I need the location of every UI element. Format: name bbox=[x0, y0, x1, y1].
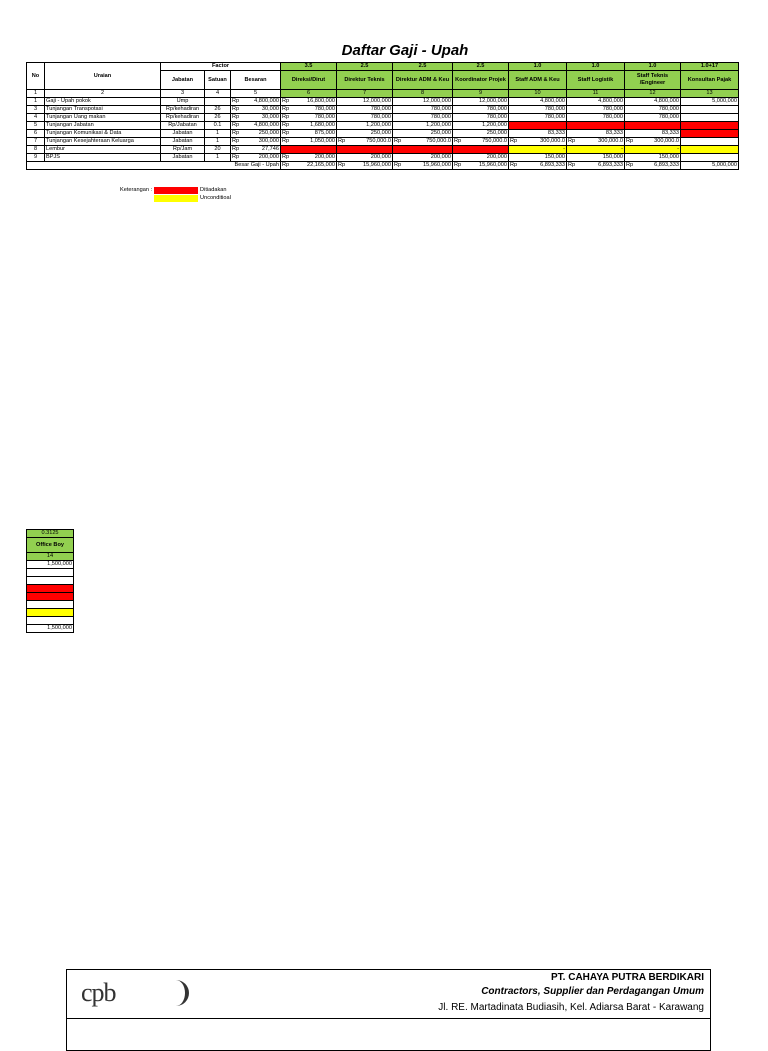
factor-cell: 1.0 bbox=[625, 63, 681, 71]
amount-cell bbox=[681, 162, 739, 170]
amount-cell bbox=[509, 130, 567, 138]
amount-value: 300,000.0 bbox=[654, 138, 679, 144]
amount-cell bbox=[281, 122, 337, 130]
col-number: 10 bbox=[509, 90, 567, 98]
side-cell bbox=[27, 569, 74, 577]
currency-label: Rp bbox=[282, 162, 290, 168]
position-name: Staff Logistik bbox=[567, 71, 625, 90]
amount-value: 12,000,000 bbox=[363, 98, 391, 104]
amount-cell bbox=[281, 130, 337, 138]
position-name: Konsultan Pajak bbox=[681, 71, 739, 90]
amount-value: 5,000,000 bbox=[712, 162, 737, 168]
amount-value: - bbox=[563, 146, 565, 152]
amount-cell bbox=[393, 130, 453, 138]
legend-text: Unconditioal bbox=[200, 195, 231, 201]
currency-label: Rp bbox=[394, 162, 402, 168]
amount-value: 83,333 bbox=[605, 130, 623, 136]
currency-label: Rp bbox=[568, 162, 576, 168]
table-row bbox=[27, 130, 739, 138]
amount-value: 750,000.0 bbox=[426, 138, 451, 144]
row-uraian: Tunjangan Jabatan bbox=[45, 122, 161, 130]
company-name: PT. CAHAYA PUTRA BERDIKARI bbox=[551, 972, 704, 983]
row-jabatan: Ump bbox=[161, 98, 205, 106]
currency-label: Rp bbox=[394, 138, 402, 144]
currency-label: Rp bbox=[232, 98, 240, 104]
amount-cell bbox=[231, 130, 281, 138]
row-satuan: 26 bbox=[205, 114, 231, 122]
col-number: 8 bbox=[393, 90, 453, 98]
page-title: Daftar Gaji - Upah bbox=[341, 42, 469, 59]
amount-cell bbox=[567, 162, 625, 170]
col-number: 6 bbox=[281, 90, 337, 98]
amount-cell bbox=[681, 138, 739, 146]
row-no: 1 bbox=[27, 98, 45, 106]
amount-cell bbox=[231, 146, 281, 154]
amount-value: 6,893,333 bbox=[598, 162, 623, 168]
amount-cell bbox=[453, 114, 509, 122]
amount-cell bbox=[281, 114, 337, 122]
amount-cell bbox=[567, 122, 625, 130]
position-name: Direktur ADM & Keu bbox=[393, 71, 453, 90]
amount-value: 875,000 bbox=[314, 130, 335, 136]
header-besaran: Besaran bbox=[231, 71, 281, 90]
table-row bbox=[27, 154, 739, 162]
currency-label: Rp bbox=[282, 154, 290, 160]
amount-value: 5,000,000 bbox=[712, 98, 737, 104]
total-row bbox=[27, 162, 739, 170]
side-total: 1,500,000 bbox=[27, 625, 74, 633]
row-jabatan: Rp/kehadiran bbox=[161, 114, 205, 122]
col-number: 3 bbox=[161, 90, 205, 98]
col-number: 12 bbox=[625, 90, 681, 98]
amount-value: 150,000 bbox=[544, 154, 565, 160]
row-jabatan: Rp/Jabatan bbox=[161, 122, 205, 130]
row-jabatan: Rp/kehadiran bbox=[161, 106, 205, 114]
amount-value: 12,000,000 bbox=[423, 98, 451, 104]
position-name: Direksi/Dirut bbox=[281, 71, 337, 90]
row-no: 6 bbox=[27, 130, 45, 138]
amount-cell bbox=[625, 162, 681, 170]
amount-cell bbox=[337, 162, 393, 170]
amount-cell bbox=[337, 130, 393, 138]
amount-cell bbox=[231, 138, 281, 146]
amount-value: 15,960,000 bbox=[479, 162, 507, 168]
amount-cell bbox=[453, 130, 509, 138]
amount-value: 4,800,000 bbox=[254, 122, 279, 128]
amount-value: 200,000 bbox=[430, 154, 451, 160]
col-number: 1 bbox=[27, 90, 45, 98]
table-row bbox=[27, 122, 739, 130]
amount-value: 4,800,000 bbox=[254, 98, 279, 104]
side-cell bbox=[27, 593, 74, 601]
side-cell: 1,500,000 bbox=[27, 561, 74, 569]
factor-cell: 1.0+17 bbox=[681, 63, 739, 71]
amount-value: - bbox=[621, 146, 623, 152]
amount-cell bbox=[681, 154, 739, 162]
amount-cell bbox=[337, 138, 393, 146]
amount-value: 15,960,000 bbox=[423, 162, 451, 168]
amount-cell bbox=[625, 114, 681, 122]
row-uraian: Tunjangan Kesejahteraan Keluarga bbox=[45, 138, 161, 146]
row-jabatan: Jabatan bbox=[161, 138, 205, 146]
currency-label: Rp bbox=[282, 98, 290, 104]
currency-label: Rp bbox=[454, 162, 462, 168]
amount-cell bbox=[393, 138, 453, 146]
amount-cell bbox=[393, 122, 453, 130]
amount-cell bbox=[281, 138, 337, 146]
amount-value: 200,000 bbox=[486, 154, 507, 160]
amount-cell bbox=[393, 106, 453, 114]
legend-label: Keterangan : bbox=[120, 187, 153, 193]
currency-label: Rp bbox=[232, 122, 240, 128]
amount-cell bbox=[681, 122, 739, 130]
amount-cell bbox=[393, 146, 453, 154]
amount-value: 250,000 bbox=[370, 130, 391, 136]
amount-cell bbox=[337, 122, 393, 130]
col-number: 4 bbox=[205, 90, 231, 98]
amount-cell bbox=[281, 146, 337, 154]
amount-value: 780,000 bbox=[486, 114, 507, 120]
amount-value: 1,200,000 bbox=[426, 122, 451, 128]
row-uraian: BPJS bbox=[45, 154, 161, 162]
amount-cell bbox=[567, 146, 625, 154]
row-uraian: Gaji - Upah pokok bbox=[45, 98, 161, 106]
amount-cell bbox=[625, 130, 681, 138]
amount-cell bbox=[625, 146, 681, 154]
position-name: Direktur Teknis bbox=[337, 71, 393, 90]
row-jabatan: Rp/Jam bbox=[161, 146, 205, 154]
amount-value: 780,000 bbox=[370, 106, 391, 112]
amount-value: 12,000,000 bbox=[479, 98, 507, 104]
side-cell bbox=[27, 577, 74, 585]
table-row bbox=[27, 138, 739, 146]
side-cell bbox=[27, 609, 74, 617]
letterhead-footer bbox=[66, 969, 711, 1051]
amount-cell bbox=[281, 154, 337, 162]
row-no: 3 bbox=[27, 106, 45, 114]
currency-label: Rp bbox=[338, 162, 346, 168]
header-satuan: Satuan bbox=[205, 71, 231, 90]
amount-cell bbox=[567, 106, 625, 114]
col-number: 2 bbox=[45, 90, 161, 98]
header-uraian: Uraian bbox=[45, 63, 161, 90]
amount-value: 15,960,000 bbox=[363, 162, 391, 168]
amount-cell bbox=[453, 162, 509, 170]
amount-value: 4,800,000 bbox=[598, 98, 623, 104]
header-no: No bbox=[27, 63, 45, 90]
row-no: 4 bbox=[27, 114, 45, 122]
amount-value: 750,000.0 bbox=[366, 138, 391, 144]
currency-label: Rp bbox=[454, 138, 462, 144]
col-number: 13 bbox=[681, 90, 739, 98]
amount-cell bbox=[337, 146, 393, 154]
amount-value: 1,680,000 bbox=[310, 122, 335, 128]
row-no: 8 bbox=[27, 146, 45, 154]
currency-label: Rp bbox=[626, 162, 634, 168]
amount-cell bbox=[337, 154, 393, 162]
amount-value: 200,000 bbox=[370, 154, 391, 160]
amount-cell bbox=[567, 130, 625, 138]
amount-value: 780,000 bbox=[658, 114, 679, 120]
amount-cell bbox=[281, 106, 337, 114]
row-satuan: 1 bbox=[205, 138, 231, 146]
amount-value: 300,000.0 bbox=[598, 138, 623, 144]
amount-cell bbox=[231, 106, 281, 114]
row-uraian: Lembur bbox=[45, 146, 161, 154]
amount-value: 27,746 bbox=[261, 146, 279, 152]
header-jabatan: Jabatan bbox=[161, 71, 205, 90]
amount-cell bbox=[567, 114, 625, 122]
col-number: 9 bbox=[453, 90, 509, 98]
amount-cell bbox=[453, 98, 509, 106]
logo-arc-icon bbox=[163, 980, 189, 1006]
amount-cell bbox=[509, 98, 567, 106]
currency-label: Rp bbox=[232, 146, 240, 152]
company-address: Jl. RE. Martadinata Budiasih, Kel. Adiarsa Barat - Karawang bbox=[438, 1002, 704, 1013]
amount-value: 250,000 bbox=[486, 130, 507, 136]
amount-cell bbox=[231, 114, 281, 122]
col-number: 7 bbox=[337, 90, 393, 98]
amount-cell bbox=[453, 122, 509, 130]
row-no: 5 bbox=[27, 122, 45, 130]
amount-cell bbox=[681, 114, 739, 122]
position-name: Staff Teknis /Engineer bbox=[625, 71, 681, 90]
amount-cell bbox=[567, 98, 625, 106]
amount-cell bbox=[625, 154, 681, 162]
amount-cell bbox=[625, 98, 681, 106]
amount-cell bbox=[453, 154, 509, 162]
amount-cell bbox=[231, 122, 281, 130]
amount-value: 780,000 bbox=[314, 106, 335, 112]
currency-label: Rp bbox=[510, 138, 518, 144]
row-satuan: 1 bbox=[205, 130, 231, 138]
currency-label: Rp bbox=[338, 138, 346, 144]
side-name: Office Boy bbox=[27, 538, 74, 553]
office-boy-table bbox=[26, 529, 74, 633]
amount-value: 780,000 bbox=[430, 106, 451, 112]
legend bbox=[120, 186, 231, 202]
amount-cell bbox=[509, 146, 567, 154]
side-num: 14 bbox=[27, 553, 74, 561]
factor-cell: 1.0 bbox=[567, 63, 625, 71]
amount-value: 16,800,000 bbox=[307, 98, 335, 104]
amount-value: 1,200,000 bbox=[366, 122, 391, 128]
currency-label: Rp bbox=[232, 130, 240, 136]
amount-value: 1,050,000 bbox=[310, 138, 335, 144]
amount-value: - bbox=[677, 146, 679, 152]
factor-cell: 2.5 bbox=[393, 63, 453, 71]
col-number: 11 bbox=[567, 90, 625, 98]
amount-value: 1,200,000 bbox=[482, 122, 507, 128]
row-no: 9 bbox=[27, 154, 45, 162]
currency-label: Rp bbox=[282, 130, 290, 136]
position-name: Staff ADM & Keu bbox=[509, 71, 567, 90]
amount-value: 150,000 bbox=[602, 154, 623, 160]
currency-label: Rp bbox=[232, 154, 240, 160]
amount-cell bbox=[625, 106, 681, 114]
amount-cell bbox=[625, 138, 681, 146]
amount-cell bbox=[509, 114, 567, 122]
currency-label: Rp bbox=[282, 106, 290, 112]
amount-value: 200,000 bbox=[314, 154, 335, 160]
amount-cell bbox=[337, 106, 393, 114]
row-satuan bbox=[205, 98, 231, 106]
company-logo: cpb bbox=[81, 978, 116, 1007]
amount-cell bbox=[393, 114, 453, 122]
amount-cell bbox=[281, 162, 337, 170]
amount-cell bbox=[231, 154, 281, 162]
amount-cell bbox=[625, 122, 681, 130]
amount-cell bbox=[337, 114, 393, 122]
amount-value: 300,000 bbox=[258, 138, 279, 144]
footer-divider bbox=[67, 1018, 710, 1019]
amount-value: 780,000 bbox=[658, 106, 679, 112]
amount-value: 780,000 bbox=[486, 106, 507, 112]
row-satuan: 1 bbox=[205, 154, 231, 162]
row-satuan: 0.1 bbox=[205, 122, 231, 130]
amount-value: 200,000 bbox=[258, 154, 279, 160]
amount-cell bbox=[509, 154, 567, 162]
currency-label: Rp bbox=[232, 106, 240, 112]
factor-cell: 1.0 bbox=[509, 63, 567, 71]
currency-label: Rp bbox=[568, 138, 576, 144]
amount-cell bbox=[281, 98, 337, 106]
amount-value: 780,000 bbox=[370, 114, 391, 120]
amount-cell bbox=[567, 154, 625, 162]
table-row bbox=[27, 114, 739, 122]
amount-value: 300,000.0 bbox=[540, 138, 565, 144]
row-jabatan: Jabatan bbox=[161, 130, 205, 138]
currency-label: Rp bbox=[626, 138, 634, 144]
amount-cell bbox=[393, 162, 453, 170]
amount-cell bbox=[509, 138, 567, 146]
row-uraian: Tunjangan Komunikasi & Data bbox=[45, 130, 161, 138]
amount-value: 150,000 bbox=[658, 154, 679, 160]
amount-value: 780,000 bbox=[544, 114, 565, 120]
amount-cell bbox=[509, 122, 567, 130]
amount-value: 83,333 bbox=[661, 130, 679, 136]
company-tagline: Contractors, Supplier dan Perdagangan Umum bbox=[481, 986, 704, 997]
amount-value: 780,000 bbox=[602, 106, 623, 112]
currency-label: Rp bbox=[232, 138, 240, 144]
side-cell bbox=[27, 617, 74, 625]
amount-value: 780,000 bbox=[314, 114, 335, 120]
legend-swatch-yellow bbox=[154, 195, 198, 202]
amount-value: 780,000 bbox=[430, 114, 451, 120]
amount-value: 6,893,333 bbox=[654, 162, 679, 168]
amount-value: 4,800,000 bbox=[540, 98, 565, 104]
amount-cell bbox=[681, 98, 739, 106]
amount-value: 750,000.0 bbox=[482, 138, 507, 144]
factor-cell: 3.5 bbox=[281, 63, 337, 71]
row-uraian: Tunjangan Transpotasi bbox=[45, 106, 161, 114]
currency-label: Rp bbox=[510, 162, 518, 168]
total-label: Besar Gaji - Upah bbox=[27, 162, 281, 170]
amount-cell bbox=[453, 146, 509, 154]
row-satuan: 20 bbox=[205, 146, 231, 154]
amount-cell bbox=[681, 130, 739, 138]
amount-cell bbox=[509, 106, 567, 114]
position-name: Koordinator Projek bbox=[453, 71, 509, 90]
amount-value: 6,893,333 bbox=[540, 162, 565, 168]
row-uraian: Tunjangan Uang makan bbox=[45, 114, 161, 122]
amount-value: 83,333 bbox=[547, 130, 565, 136]
amount-value: 250,000 bbox=[430, 130, 451, 136]
row-jabatan: Jabatan bbox=[161, 154, 205, 162]
side-cell bbox=[27, 585, 74, 593]
amount-cell bbox=[453, 138, 509, 146]
currency-label: Rp bbox=[282, 122, 290, 128]
legend-swatch-red bbox=[154, 187, 198, 194]
row-satuan: 26 bbox=[205, 106, 231, 114]
currency-label: Rp bbox=[282, 114, 290, 120]
legend-text: Ditiadakan bbox=[200, 187, 227, 193]
amount-cell bbox=[231, 98, 281, 106]
amount-value: 30,000 bbox=[261, 114, 279, 120]
amount-value: 22,165,000 bbox=[307, 162, 335, 168]
col-number: 5 bbox=[231, 90, 281, 98]
row-no: 7 bbox=[27, 138, 45, 146]
amount-cell bbox=[393, 154, 453, 162]
amount-value: 4,800,000 bbox=[654, 98, 679, 104]
factor-cell: 2.5 bbox=[337, 63, 393, 71]
amount-value: 780,000 bbox=[602, 114, 623, 120]
amount-cell bbox=[681, 146, 739, 154]
side-factor: 0.3125 bbox=[27, 530, 74, 538]
amount-cell bbox=[393, 98, 453, 106]
table-row bbox=[27, 98, 739, 106]
amount-cell bbox=[453, 106, 509, 114]
header-factor: Factor bbox=[161, 63, 281, 71]
salary-table bbox=[26, 62, 739, 170]
amount-value: 780,000 bbox=[544, 106, 565, 112]
side-cell bbox=[27, 601, 74, 609]
amount-cell bbox=[509, 162, 567, 170]
amount-cell bbox=[337, 98, 393, 106]
table-row bbox=[27, 106, 739, 114]
amount-cell bbox=[567, 138, 625, 146]
amount-value: 250,000 bbox=[258, 130, 279, 136]
amount-cell bbox=[681, 106, 739, 114]
currency-label: Rp bbox=[232, 114, 240, 120]
amount-value: 30,000 bbox=[261, 106, 279, 112]
currency-label: Rp bbox=[282, 138, 290, 144]
table-row bbox=[27, 146, 739, 154]
factor-cell: 2.5 bbox=[453, 63, 509, 71]
